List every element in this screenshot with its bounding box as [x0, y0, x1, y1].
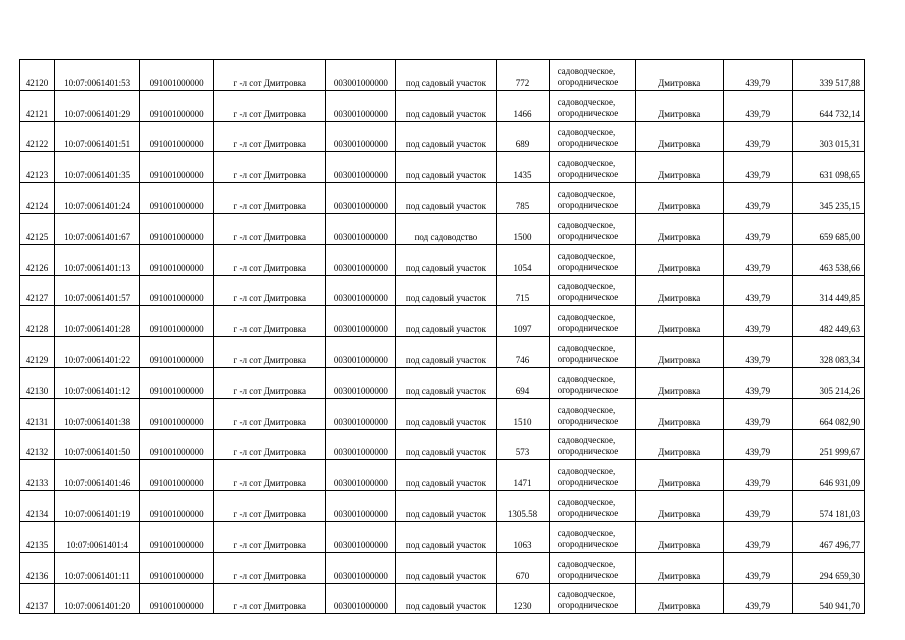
zone-code-cell: 003001000000: [326, 552, 396, 583]
locality-cell: Дмитровка: [635, 183, 723, 214]
land-use-type-cell: садоводческое, огородническое: [549, 121, 635, 152]
cadastral-number-cell: 10:07:0061401:19: [55, 491, 140, 522]
row-number-cell: 42128: [20, 306, 55, 337]
settlement-name-cell: г -л сот Дмитровка: [214, 244, 326, 275]
area-cell: 1063: [496, 521, 549, 552]
cadastral-value-cell: 482 449,63: [792, 306, 864, 337]
zone-code-cell: 003001000000: [326, 429, 396, 460]
locality-cell: Дмитровка: [635, 306, 723, 337]
cadastral-rate-cell: 439,79: [723, 60, 792, 91]
land-use-type-cell: садоводческое, огородническое: [549, 60, 635, 91]
row-number-cell: 42120: [20, 60, 55, 91]
settlement-name-cell: г -л сот Дмитровка: [214, 367, 326, 398]
zone-code-cell: 003001000000: [326, 121, 396, 152]
area-cell: 689: [496, 121, 549, 152]
cadastral-rate-cell: 439,79: [723, 521, 792, 552]
land-purpose-cell: под садовый участок: [396, 275, 496, 306]
land-purpose-cell: под садоводство: [396, 213, 496, 244]
cadastral-rate-cell: 439,79: [723, 491, 792, 522]
land-purpose-cell: под садовый участок: [396, 521, 496, 552]
land-use-type-cell: садоводческое, огородническое: [549, 460, 635, 491]
cadastral-value-cell: 314 449,85: [792, 275, 864, 306]
table-row: [20, 367, 865, 398]
land-registry-table: [19, 59, 865, 614]
row-number-cell: 42130: [20, 367, 55, 398]
zone-code-cell: 003001000000: [326, 491, 396, 522]
cadastral-rate-cell: 439,79: [723, 121, 792, 152]
cadastral-value-cell: 574 181,03: [792, 491, 864, 522]
table-row: [20, 337, 865, 368]
table-row: [20, 121, 865, 152]
oktmo-code-cell: 091001000000: [140, 275, 214, 306]
cadastral-value-cell: 659 685,00: [792, 213, 864, 244]
table-row: [20, 552, 865, 583]
cadastral-number-cell: 10:07:0061401:24: [55, 183, 140, 214]
cadastral-number-cell: 10:07:0061401:57: [55, 275, 140, 306]
cadastral-number-cell: 10:07:0061401:35: [55, 152, 140, 183]
row-number-cell: 42129: [20, 337, 55, 368]
cadastral-rate-cell: 439,79: [723, 275, 792, 306]
cadastral-value-cell: 664 082,90: [792, 398, 864, 429]
table-row: [20, 429, 865, 460]
row-number-cell: 42124: [20, 183, 55, 214]
cadastral-rate-cell: 439,79: [723, 429, 792, 460]
row-number-cell: 42134: [20, 491, 55, 522]
land-purpose-cell: под садовый участок: [396, 183, 496, 214]
land-purpose-cell: под садовый участок: [396, 121, 496, 152]
land-use-type-cell: садоводческое, огородническое: [549, 306, 635, 337]
area-cell: 670: [496, 552, 549, 583]
table-row: [20, 183, 865, 214]
cadastral-value-cell: 251 999,67: [792, 429, 864, 460]
land-use-type-cell: садоводческое, огородническое: [549, 337, 635, 368]
locality-cell: Дмитровка: [635, 460, 723, 491]
cadastral-rate-cell: 439,79: [723, 337, 792, 368]
oktmo-code-cell: 091001000000: [140, 583, 214, 614]
zone-code-cell: 003001000000: [326, 583, 396, 614]
oktmo-code-cell: 091001000000: [140, 121, 214, 152]
table-row: [20, 398, 865, 429]
locality-cell: Дмитровка: [635, 152, 723, 183]
area-cell: 772: [496, 60, 549, 91]
oktmo-code-cell: 091001000000: [140, 337, 214, 368]
row-number-cell: 42137: [20, 583, 55, 614]
settlement-name-cell: г -л сот Дмитровка: [214, 552, 326, 583]
cadastral-number-cell: 10:07:0061401:51: [55, 121, 140, 152]
area-cell: 715: [496, 275, 549, 306]
locality-cell: Дмитровка: [635, 121, 723, 152]
land-use-type-cell: садоводческое, огородническое: [549, 275, 635, 306]
area-cell: 1054: [496, 244, 549, 275]
land-purpose-cell: под садовый участок: [396, 398, 496, 429]
row-number-cell: 42132: [20, 429, 55, 460]
land-purpose-cell: под садовый участок: [396, 367, 496, 398]
area-cell: 1230: [496, 583, 549, 614]
settlement-name-cell: г -л сот Дмитровка: [214, 398, 326, 429]
cadastral-value-cell: 328 083,34: [792, 337, 864, 368]
table-row: [20, 152, 865, 183]
row-number-cell: 42135: [20, 521, 55, 552]
cadastral-value-cell: 303 015,31: [792, 121, 864, 152]
cadastral-value-cell: 644 732,14: [792, 90, 864, 121]
cadastral-value-cell: 540 941,70: [792, 583, 864, 614]
table-row: [20, 491, 865, 522]
area-cell: 1435: [496, 152, 549, 183]
settlement-name-cell: г -л сот Дмитровка: [214, 521, 326, 552]
cadastral-rate-cell: 439,79: [723, 552, 792, 583]
settlement-name-cell: г -л сот Дмитровка: [214, 152, 326, 183]
locality-cell: Дмитровка: [635, 60, 723, 91]
settlement-name-cell: г -л сот Дмитровка: [214, 90, 326, 121]
settlement-name-cell: г -л сот Дмитровка: [214, 583, 326, 614]
cadastral-number-cell: 10:07:0061401:13: [55, 244, 140, 275]
cadastral-number-cell: 10:07:0061401:28: [55, 306, 140, 337]
oktmo-code-cell: 091001000000: [140, 521, 214, 552]
land-use-type-cell: садоводческое, огородническое: [549, 183, 635, 214]
cadastral-value-cell: 646 931,09: [792, 460, 864, 491]
settlement-name-cell: г -л сот Дмитровка: [214, 306, 326, 337]
cadastral-number-cell: 10:07:0061401:53: [55, 60, 140, 91]
zone-code-cell: 003001000000: [326, 398, 396, 429]
oktmo-code-cell: 091001000000: [140, 90, 214, 121]
cadastral-rate-cell: 439,79: [723, 90, 792, 121]
table-row: [20, 275, 865, 306]
oktmo-code-cell: 091001000000: [140, 491, 214, 522]
area-cell: 1510: [496, 398, 549, 429]
row-number-cell: 42122: [20, 121, 55, 152]
locality-cell: Дмитровка: [635, 521, 723, 552]
land-purpose-cell: под садовый участок: [396, 583, 496, 614]
cadastral-number-cell: 10:07:0061401:11: [55, 552, 140, 583]
table-row: [20, 244, 865, 275]
settlement-name-cell: г -л сот Дмитровка: [214, 429, 326, 460]
cadastral-value-cell: 339 517,88: [792, 60, 864, 91]
area-cell: 1466: [496, 90, 549, 121]
land-purpose-cell: под садовый участок: [396, 244, 496, 275]
locality-cell: Дмитровка: [635, 275, 723, 306]
land-purpose-cell: под садовый участок: [396, 429, 496, 460]
cadastral-rate-cell: 439,79: [723, 460, 792, 491]
land-use-type-cell: садоводческое, огородническое: [549, 244, 635, 275]
locality-cell: Дмитровка: [635, 337, 723, 368]
land-use-type-cell: садоводческое, огородническое: [549, 521, 635, 552]
land-purpose-cell: под садовый участок: [396, 460, 496, 491]
settlement-name-cell: г -л сот Дмитровка: [214, 183, 326, 214]
table-row: [20, 213, 865, 244]
oktmo-code-cell: 091001000000: [140, 244, 214, 275]
cadastral-number-cell: 10:07:0061401:12: [55, 367, 140, 398]
locality-cell: Дмитровка: [635, 583, 723, 614]
oktmo-code-cell: 091001000000: [140, 152, 214, 183]
settlement-name-cell: г -л сот Дмитровка: [214, 121, 326, 152]
oktmo-code-cell: 091001000000: [140, 398, 214, 429]
table-row: [20, 306, 865, 337]
area-cell: 1500: [496, 213, 549, 244]
area-cell: 694: [496, 367, 549, 398]
oktmo-code-cell: 091001000000: [140, 552, 214, 583]
zone-code-cell: 003001000000: [326, 306, 396, 337]
settlement-name-cell: г -л сот Дмитровка: [214, 460, 326, 491]
cadastral-rate-cell: 439,79: [723, 306, 792, 337]
land-use-type-cell: садоводческое, огородническое: [549, 583, 635, 614]
row-number-cell: 42125: [20, 213, 55, 244]
zone-code-cell: 003001000000: [326, 521, 396, 552]
area-cell: 1305.58: [496, 491, 549, 522]
locality-cell: Дмитровка: [635, 552, 723, 583]
settlement-name-cell: г -л сот Дмитровка: [214, 60, 326, 91]
table-row: [20, 583, 865, 614]
cadastral-number-cell: 10:07:0061401:4: [55, 521, 140, 552]
cadastral-value-cell: 631 098,65: [792, 152, 864, 183]
table-row: [20, 60, 865, 91]
zone-code-cell: 003001000000: [326, 183, 396, 214]
zone-code-cell: 003001000000: [326, 367, 396, 398]
settlement-name-cell: г -л сот Дмитровка: [214, 213, 326, 244]
cadastral-rate-cell: 439,79: [723, 244, 792, 275]
oktmo-code-cell: 091001000000: [140, 183, 214, 214]
land-use-type-cell: садоводческое, огородническое: [549, 398, 635, 429]
land-purpose-cell: под садовый участок: [396, 306, 496, 337]
settlement-name-cell: г -л сот Дмитровка: [214, 337, 326, 368]
zone-code-cell: 003001000000: [326, 213, 396, 244]
cadastral-value-cell: 294 659,30: [792, 552, 864, 583]
locality-cell: Дмитровка: [635, 244, 723, 275]
cadastral-rate-cell: 439,79: [723, 583, 792, 614]
land-use-type-cell: садоводческое, огородническое: [549, 552, 635, 583]
table-body: [20, 60, 865, 614]
cadastral-value-cell: 463 538,66: [792, 244, 864, 275]
table-row: [20, 460, 865, 491]
row-number-cell: 42127: [20, 275, 55, 306]
land-purpose-cell: под садовый участок: [396, 60, 496, 91]
oktmo-code-cell: 091001000000: [140, 60, 214, 91]
area-cell: 1471: [496, 460, 549, 491]
land-use-type-cell: садоводческое, огородническое: [549, 90, 635, 121]
cadastral-rate-cell: 439,79: [723, 367, 792, 398]
locality-cell: Дмитровка: [635, 367, 723, 398]
cadastral-number-cell: 10:07:0061401:22: [55, 337, 140, 368]
cadastral-value-cell: 467 496,77: [792, 521, 864, 552]
cadastral-number-cell: 10:07:0061401:29: [55, 90, 140, 121]
area-cell: 573: [496, 429, 549, 460]
cadastral-number-cell: 10:07:0061401:20: [55, 583, 140, 614]
cadastral-rate-cell: 439,79: [723, 183, 792, 214]
table-row: [20, 90, 865, 121]
oktmo-code-cell: 091001000000: [140, 306, 214, 337]
zone-code-cell: 003001000000: [326, 275, 396, 306]
zone-code-cell: 003001000000: [326, 152, 396, 183]
settlement-name-cell: г -л сот Дмитровка: [214, 491, 326, 522]
row-number-cell: 42133: [20, 460, 55, 491]
area-cell: 1097: [496, 306, 549, 337]
locality-cell: Дмитровка: [635, 213, 723, 244]
cadastral-value-cell: 305 214,26: [792, 367, 864, 398]
zone-code-cell: 003001000000: [326, 60, 396, 91]
land-purpose-cell: под садовый участок: [396, 90, 496, 121]
locality-cell: Дмитровка: [635, 429, 723, 460]
row-number-cell: 42121: [20, 90, 55, 121]
locality-cell: Дмитровка: [635, 491, 723, 522]
locality-cell: Дмитровка: [635, 90, 723, 121]
zone-code-cell: 003001000000: [326, 337, 396, 368]
land-use-type-cell: садоводческое, огородническое: [549, 152, 635, 183]
settlement-name-cell: г -л сот Дмитровка: [214, 275, 326, 306]
zone-code-cell: 003001000000: [326, 460, 396, 491]
locality-cell: Дмитровка: [635, 398, 723, 429]
land-purpose-cell: под садовый участок: [396, 337, 496, 368]
cadastral-rate-cell: 439,79: [723, 213, 792, 244]
table-row: [20, 521, 865, 552]
zone-code-cell: 003001000000: [326, 90, 396, 121]
cadastral-number-cell: 10:07:0061401:46: [55, 460, 140, 491]
area-cell: 785: [496, 183, 549, 214]
cadastral-rate-cell: 439,79: [723, 398, 792, 429]
row-number-cell: 42131: [20, 398, 55, 429]
oktmo-code-cell: 091001000000: [140, 429, 214, 460]
row-number-cell: 42136: [20, 552, 55, 583]
row-number-cell: 42123: [20, 152, 55, 183]
land-purpose-cell: под садовый участок: [396, 552, 496, 583]
area-cell: 746: [496, 337, 549, 368]
oktmo-code-cell: 091001000000: [140, 367, 214, 398]
row-number-cell: 42126: [20, 244, 55, 275]
cadastral-value-cell: 345 235,15: [792, 183, 864, 214]
land-use-type-cell: садоводческое, огородническое: [549, 429, 635, 460]
zone-code-cell: 003001000000: [326, 244, 396, 275]
land-use-type-cell: садоводческое, огородническое: [549, 491, 635, 522]
cadastral-rate-cell: 439,79: [723, 152, 792, 183]
land-use-type-cell: садоводческое, огородническое: [549, 213, 635, 244]
cadastral-number-cell: 10:07:0061401:50: [55, 429, 140, 460]
land-purpose-cell: под садовый участок: [396, 491, 496, 522]
land-purpose-cell: под садовый участок: [396, 152, 496, 183]
oktmo-code-cell: 091001000000: [140, 213, 214, 244]
land-use-type-cell: садоводческое, огородническое: [549, 367, 635, 398]
cadastral-number-cell: 10:07:0061401:38: [55, 398, 140, 429]
oktmo-code-cell: 091001000000: [140, 460, 214, 491]
cadastral-number-cell: 10:07:0061401:67: [55, 213, 140, 244]
